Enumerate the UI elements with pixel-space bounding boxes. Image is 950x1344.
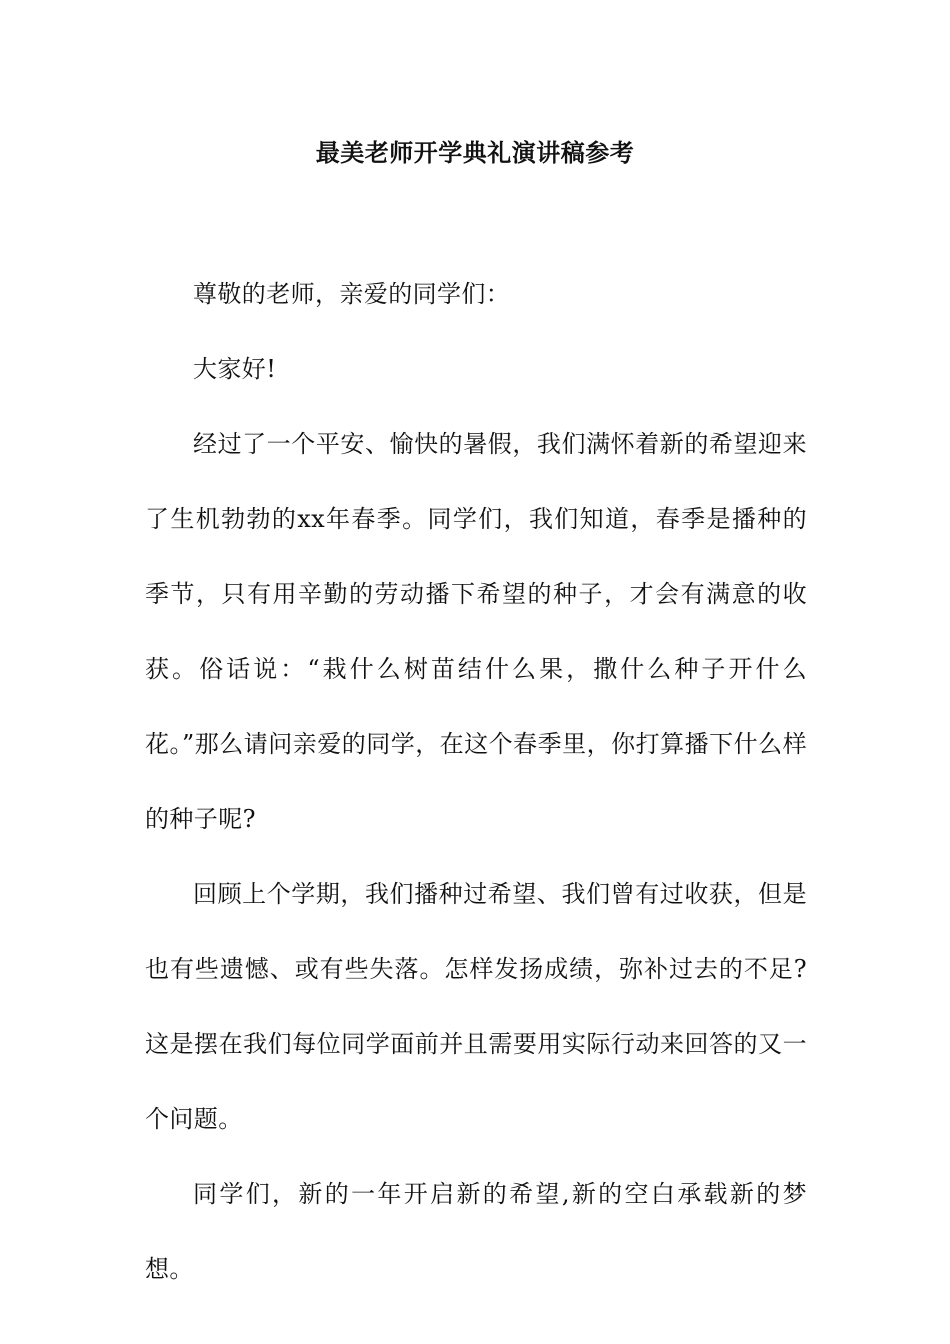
document-title: 最美老师开学典礼演讲稿参考 <box>315 138 635 167</box>
body-paragraph: 同学们，新的一年开启新的希望,新的空白承载新的梦想。 <box>145 1180 807 1283</box>
salutation-paragraph: 尊敬的老师，亲爱的同学们： <box>193 280 511 308</box>
document-body <box>145 257 807 1307</box>
body-paragraph: 经过了一个平安、愉快的暑假，我们满怀着新的希望迎来了生机勃勃的xx年春季。同学们，我们知道，春季是播种的季节，只有用辛勤的劳动播下希望的种子，才会有满意的收获。俗话说：“栽什么树苗结什么果，撒什么种子开什么花。”那么请问亲爱的同学，在这个春季里，你打算播下什么样的种子呢? <box>145 430 807 833</box>
body-paragraph: 回顾上个学期，我们播种过希望、我们曾有过收获，但是也有些遗憾、或有些失落。怎样发扬成绩，弥补过去的不足?这是摆在我们每位同学面前并且需要用实际行动来回答的又一个问题。 <box>145 880 807 1133</box>
greeting-paragraph: 大家好! <box>193 355 277 383</box>
